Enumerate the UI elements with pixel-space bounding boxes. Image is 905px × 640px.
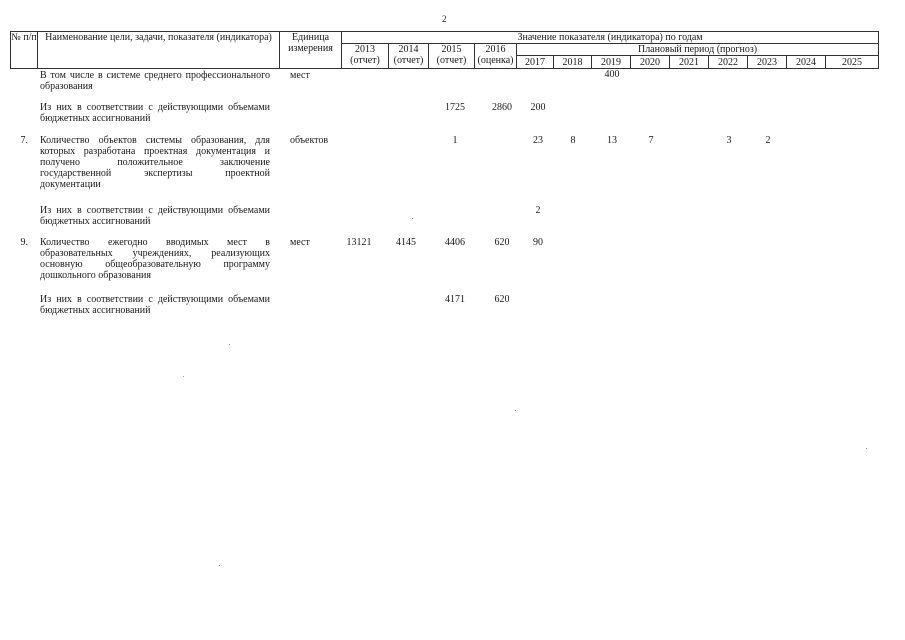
header-year-2016: 2016 (оценка) (475, 44, 517, 69)
header-year-2019: 2019 (592, 56, 631, 69)
header-year-2025: 2025 (826, 56, 879, 69)
header-planned: Плановый период (прогноз) (517, 44, 879, 56)
row-number: 7. (20, 135, 28, 146)
header-year-2017: 2017 (517, 56, 554, 69)
value-2020: 7 (648, 135, 654, 146)
header-year-2014: 2014 (отчет) (389, 44, 429, 69)
indicator-name: Из них в соответствии с действующими объемами бюджетных ассигнований (40, 102, 270, 124)
indicator-name: В том числе в системе среднего профессионального образования (40, 70, 270, 92)
value-2016: 620 (494, 237, 510, 248)
header-year-2022: 2022 (709, 56, 748, 69)
scan-speck (229, 344, 230, 345)
value-2019: 400 (604, 69, 620, 80)
header-year-2024: 2024 (787, 56, 826, 69)
scan-speck (515, 410, 516, 411)
value-2023: 2 (765, 135, 771, 146)
row-number: 9. (20, 237, 28, 248)
value-2016: 2860 (492, 102, 512, 113)
page-number: 2 (442, 14, 447, 24)
value-2015: 4171 (445, 294, 465, 305)
value-2017: 2 (535, 205, 541, 216)
value-2015: 1725 (445, 102, 465, 113)
scan-speck (412, 218, 413, 219)
header-year-2021: 2021 (670, 56, 709, 69)
header-year-2018: 2018 (554, 56, 592, 69)
value-2018: 8 (570, 135, 576, 146)
indicator-unit: мест (290, 70, 310, 81)
header-year-2015: 2015 (отчет) (429, 44, 475, 69)
header-year-2023: 2023 (748, 56, 787, 69)
indicator-table-header (10, 31, 879, 69)
value-2017: 90 (533, 237, 543, 248)
scan-speck (183, 376, 184, 377)
value-2014: 4145 (396, 237, 416, 248)
indicator-unit: мест (290, 237, 310, 248)
indicator-name: Из них в соответствии с действующими объемами бюджетных ассигнований (40, 294, 270, 316)
header-year-2013: 2013 (отчет) (342, 44, 389, 69)
header-values: Значение показателя (индикатора) по годам (342, 32, 879, 44)
value-2015: 1 (452, 135, 458, 146)
header-unit: Единица измерения (280, 32, 342, 69)
indicator-name: Из них в соответствии с действующими объемами бюджетных ассигнований (40, 205, 270, 227)
value-2022: 3 (726, 135, 732, 146)
value-2017: 200 (530, 102, 546, 113)
value-2017: 23 (533, 135, 543, 146)
value-2016: 620 (494, 294, 510, 305)
header-name: Наименование цели, задачи, показателя (индикатора) (38, 32, 280, 69)
indicator-name: Количество объектов системы образования, для которых разработана проектная документация и получено положительное заключение государственной экспертизы проектной документации (40, 135, 270, 190)
value-2013: 13121 (346, 237, 372, 248)
scan-speck (219, 565, 220, 566)
header-num: № п/п (11, 32, 38, 69)
value-2015: 4406 (445, 237, 465, 248)
value-2019: 13 (607, 135, 617, 146)
scan-speck (866, 448, 867, 449)
indicator-unit: объектов (290, 135, 329, 146)
indicator-name: Количество ежегодно вводимых мест в образовательных учреждениях, реализующих основную общеобразовательную программу дошкольного образования (40, 237, 270, 281)
header-year-2020: 2020 (631, 56, 670, 69)
